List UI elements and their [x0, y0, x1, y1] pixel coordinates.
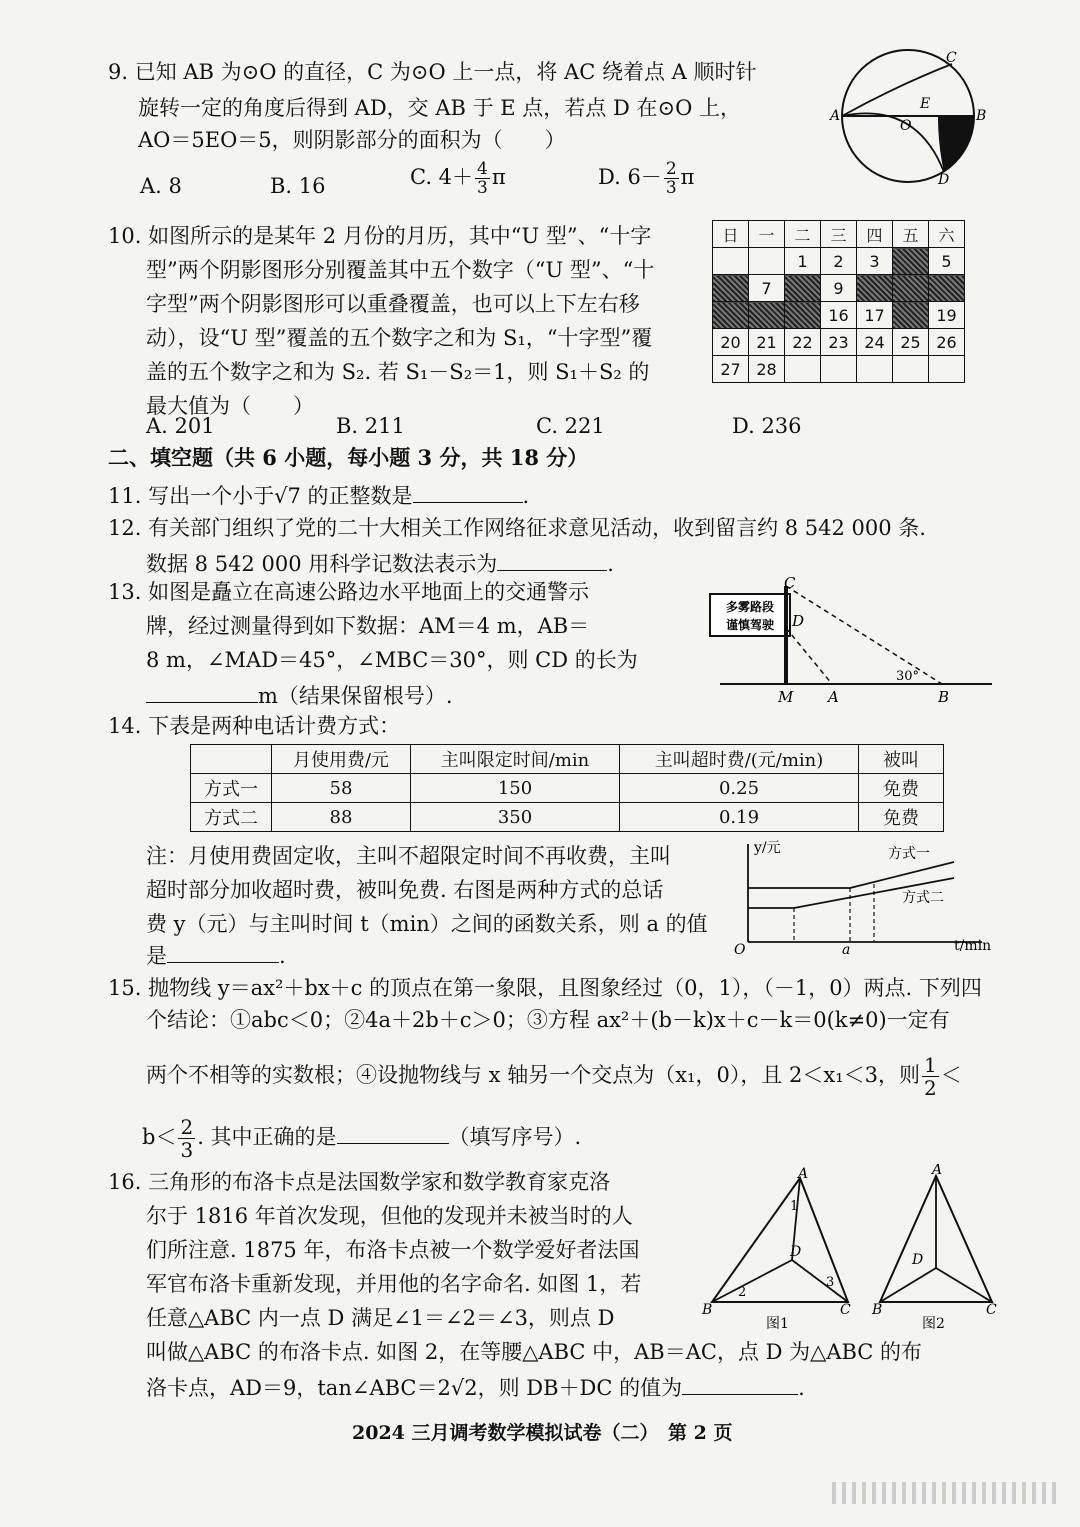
cal-cell: [821, 356, 857, 383]
q9-option-a: A. 8: [140, 174, 182, 198]
table-cell: 0.25: [620, 774, 859, 803]
q14-note2: 超时部分加收超时费，被叫免费. 右图是两种方式的总话: [146, 878, 664, 902]
fig2-label-d: D: [912, 1252, 924, 1268]
table-cell: 150: [411, 774, 620, 803]
table-header-cell: [191, 745, 272, 774]
frac-den: 2: [923, 1076, 937, 1100]
answer-blank: [497, 548, 607, 571]
q16-stem: 洛卡点，AD＝9，tan∠ABC＝2√2，则 DB＋DC 的值为: [146, 1376, 683, 1400]
q9-option-d-frac: [664, 160, 679, 197]
cal-cell: 25: [893, 329, 929, 356]
series2-label: 方式二: [902, 890, 944, 906]
fig1-caption: 图1: [766, 1316, 789, 1332]
cal-cell-shaded: [785, 275, 821, 302]
q10-option-c: C. 221: [536, 414, 605, 438]
cal-cell: 1: [785, 248, 821, 275]
cal-head: 六: [929, 221, 965, 248]
cal-cell: 9: [821, 275, 857, 302]
q9-line1: 9. 已知 AB 为⊙O 的直径，C 为⊙O 上一点，将 AC 绕着点 A 顺时针: [108, 60, 757, 84]
label-d: D: [792, 612, 805, 630]
table-cell: 方式一: [191, 774, 272, 803]
cal-cell-shaded: [893, 302, 929, 329]
calendar-row: [713, 248, 965, 275]
frac-num: 2: [665, 159, 677, 179]
table-row: [191, 803, 944, 832]
q14-note4: 是 .: [146, 940, 286, 970]
answer-blank: [146, 680, 258, 703]
calendar-row: [713, 302, 965, 329]
fig1-label-b: B: [702, 1302, 713, 1318]
q15-line4: [142, 1116, 581, 1161]
q9-line2: 旋转一定的角度后得到 AD，交 AB 于 E 点，若点 D 在⊙O 上，: [138, 96, 741, 120]
q10-line6: 最大值为（ ）: [146, 394, 314, 418]
table-cell: 免费: [859, 774, 944, 803]
table-header: [191, 745, 944, 774]
q14-fee-table: [190, 744, 944, 832]
calendar-row: [713, 356, 965, 383]
table-cell: 0.19: [620, 803, 859, 832]
q13-line4: [146, 680, 453, 710]
cal-cell-shaded: [785, 302, 821, 329]
q15-b-lt: b＜: [142, 1125, 177, 1149]
table-cell: 免费: [859, 803, 944, 832]
cal-head: 五: [893, 221, 929, 248]
q16-line7: 洛卡点，AD＝9，tan∠ABC＝2√2，则 DB＋DC 的值为 .: [146, 1372, 805, 1402]
q12-line1: 12. 有关部门组织了党的二十大相关工作网络征求意见活动，收到留言约 8 542 000 条.: [108, 516, 926, 540]
cal-cell-shaded: [713, 275, 749, 302]
cal-cell: [713, 248, 749, 275]
q10-line1: 10. 如图所示的是某年 2 月份的月历，其中“U 型”、“十字: [108, 224, 652, 248]
q12-line2: 数据 8 542 000 用科学记数法表示为 .: [146, 548, 614, 578]
q10-line5: 盖的五个数字之和为 S₂. 若 S₁－S₂＝1，则 S₁＋S₂ 的: [146, 360, 650, 384]
cal-head: 日: [713, 221, 749, 248]
cal-cell: 17: [857, 302, 893, 329]
cal-cell: 26: [929, 329, 965, 356]
frac-den: 3: [180, 1138, 194, 1162]
q15-line1: 15. 抛物线 y＝ax²＋bx＋c 的顶点在第一象限，且图象经过（0，1），（－1，0）两点. 下列四: [108, 976, 982, 1000]
section-title: 二、填空题（共 6 小题，每小题 3 分，共 18 分）: [108, 445, 589, 470]
page-footer: 2024 三月调考数学模拟试卷（二） 第 2 页: [352, 1422, 733, 1444]
cal-head: 三: [821, 221, 857, 248]
q9-option-c: [410, 160, 506, 197]
cal-cell: 20: [713, 329, 749, 356]
fig2-caption: 图2: [922, 1316, 945, 1332]
fig1-label-d: D: [790, 1244, 802, 1260]
cal-cell: [929, 356, 965, 383]
cal-cell: [785, 356, 821, 383]
q16-line3: 们所注意. 1875 年，布洛卡点被一个数学爱好者法国: [146, 1238, 640, 1262]
cal-cell: 28: [749, 356, 785, 383]
q9-option-c-frac: [475, 160, 490, 197]
q10-line2: 型”两个阴影图形分别覆盖其中五个数字（“U 型”、“十: [146, 258, 655, 282]
table-header-cell: 被叫: [859, 745, 944, 774]
angle-label: 30°: [896, 669, 920, 684]
cal-cell-shaded: [929, 275, 965, 302]
q16-brocard-figures: [700, 1164, 1000, 1334]
frac-num: 2: [180, 1115, 194, 1139]
q10-line4: 动），设“U 型”覆盖的五个数字之和为 S₁，“十字型”覆: [146, 326, 653, 350]
cal-head: 四: [857, 221, 893, 248]
a-label: a: [842, 942, 851, 958]
cal-head: 一: [749, 221, 785, 248]
cal-cell: 16: [821, 302, 857, 329]
q15-frac2: [178, 1116, 195, 1161]
q15-hint: （填写序号）.: [448, 1125, 582, 1149]
cal-cell-shaded: [893, 275, 929, 302]
table-header-cell: 主叫超时费/(元/min): [620, 745, 859, 774]
frac-den: 3: [477, 178, 488, 198]
q9-line3: AO＝5EO＝5，则阴影部分的面积为（ ）: [138, 128, 566, 152]
q16-line5: 任意△ABC 内一点 D 满足∠1＝∠2＝∠3，则点 D: [146, 1306, 615, 1330]
cal-cell-shaded: [749, 302, 785, 329]
cal-cell: 23: [821, 329, 857, 356]
calendar-row: [713, 329, 965, 356]
frac-den: 3: [665, 178, 677, 198]
q15-stem2: . 其中正确的是: [197, 1125, 337, 1149]
q10-line3: 字型”两个阴影图形可以重叠覆盖，也可以上下左右移: [146, 292, 640, 316]
cal-cell: [893, 356, 929, 383]
q10-option-d: D. 236: [732, 414, 802, 438]
fig2-label-b: B: [872, 1302, 883, 1318]
angle-2-label: 2: [738, 1285, 747, 1300]
label-b: B: [976, 108, 987, 124]
q13-line3: 8 m，∠MAD＝45°，∠MBC＝30°，则 CD 的长为: [146, 648, 638, 672]
label-o: O: [900, 118, 912, 134]
scan-artifact-bar: [832, 1482, 1058, 1504]
label-a: A: [830, 108, 841, 124]
t-axis-label: t/min: [954, 938, 992, 954]
cal-cell: 27: [713, 356, 749, 383]
label-c: C: [946, 50, 957, 66]
frac-num: 4: [477, 159, 488, 179]
q10-option-b: B. 211: [336, 414, 405, 438]
calendar-header: [713, 221, 965, 248]
cal-cell: 3: [857, 248, 893, 275]
cal-cell: 24: [857, 329, 893, 356]
q16-line1: 16. 三角形的布洛卡点是法国数学家和数学教育家克洛: [108, 1170, 611, 1194]
cal-cell: 2: [821, 248, 857, 275]
calendar-row: [713, 275, 965, 302]
q9-circle-figure: [826, 46, 994, 186]
cal-cell: 21: [749, 329, 785, 356]
pi-symbol: π: [491, 165, 506, 189]
table-cell: 88: [272, 803, 411, 832]
answer-blank: [167, 940, 279, 963]
table-header-cell: 主叫限定时间/min: [411, 745, 620, 774]
q11-stem: 11. 写出一个小于√7 的正整数是: [108, 484, 413, 508]
cal-cell: 22: [785, 329, 821, 356]
q14-function-graph: [732, 836, 998, 958]
pi-symbol: π: [680, 165, 695, 189]
q11-text: 11. 写出一个小于√7 的正整数是 .: [108, 480, 529, 510]
cal-cell: 7: [749, 275, 785, 302]
q14-stem: 是: [146, 944, 167, 968]
q15-line2: 个结论：①abc＜0；②4a＋2b＋c＞0；③方程 ax²＋(b－k)x＋c－k＝0(k≠0)一定有: [146, 1008, 950, 1032]
q16-line2: 尔于 1816 年首次发现，但他的发现并未被当时的人: [146, 1204, 633, 1228]
cal-cell-shaded: [713, 302, 749, 329]
q9-option-c-label: C. 4＋: [410, 165, 474, 189]
sign-line2: 谨慎驾驶: [725, 618, 775, 632]
q9-option-b: B. 16: [270, 174, 326, 198]
answer-blank: [337, 1121, 449, 1144]
q15-frac1: [922, 1054, 939, 1099]
series1-label: 方式一: [888, 846, 930, 862]
answer-blank: [682, 1372, 798, 1395]
q14-note3: 费 y（元）与主叫时间 t（min）之间的函数关系，则 a 的值: [146, 912, 708, 936]
cal-cell: [857, 356, 893, 383]
q10-option-a: A. 201: [146, 414, 215, 438]
q14-title: 14. 下表是两种电话计费方式：: [108, 714, 401, 738]
cal-cell: 5: [929, 248, 965, 275]
q10-calendar: [712, 220, 965, 383]
fig1-label-a: A: [798, 1166, 809, 1182]
q13-unit: m（结果保留根号）.: [258, 684, 453, 708]
q9-option-d-label: D. 6－: [598, 165, 662, 189]
label-b: B: [938, 688, 950, 706]
frac-num: 1: [923, 1053, 937, 1077]
cal-cell-shaded: [893, 248, 929, 275]
q13-line1: 13. 如图是矗立在高速公路边水平地面上的交通警示: [108, 580, 590, 604]
angle-3-label: 3: [826, 1275, 835, 1290]
q15-line3: 两个不相等的实数根；④设抛物线与 x 轴另一个交点为（x₁，0），且 2＜x₁＜3，则 $\frac{1}{2}$ ＜: [146, 1053, 962, 1100]
origin-label: O: [734, 942, 746, 958]
fig1-label-c: C: [840, 1302, 851, 1318]
label-m: M: [778, 688, 794, 706]
table-row: [191, 774, 944, 803]
label-c: C: [784, 576, 796, 592]
fig2-label-c: C: [986, 1302, 997, 1318]
cal-head: 二: [785, 221, 821, 248]
sign-line1: 多雾路段: [725, 600, 775, 614]
table-cell: 方式二: [191, 803, 272, 832]
label-e: E: [920, 96, 931, 112]
label-d: D: [938, 172, 950, 186]
q12-stem: 数据 8 542 000 用科学记数法表示为: [146, 552, 498, 576]
q14-note1: 注：月使用费固定收，主叫不超限定时间不再收费，主叫: [146, 844, 671, 868]
q9-option-d: [598, 160, 694, 197]
cal-cell: [749, 248, 785, 275]
answer-blank: [413, 480, 523, 503]
q16-line4: 军官布洛卡重新发现，并用他的名字命名. 如图 1，若: [146, 1272, 642, 1296]
y-axis-label: y/元: [754, 840, 781, 856]
fig2-label-a: A: [932, 1164, 943, 1178]
cal-cell: 19: [929, 302, 965, 329]
angle-1-label: 1: [790, 1199, 799, 1214]
q16-line6: 叫做△ABC 的布洛卡点. 如图 2，在等腰△ABC 中，AB＝AC，点 D 为△ABC 的布: [146, 1340, 923, 1364]
table-header-cell: 月使用费/元: [272, 745, 411, 774]
q13-line2: 牌，经过测量得到如下数据：AM＝4 m，AB＝: [146, 614, 590, 638]
cal-cell-shaded: [857, 275, 893, 302]
table-cell: 58: [272, 774, 411, 803]
q15-stem: 两个不相等的实数根；④设抛物线与 x 轴另一个交点为（x₁，0），且 2＜x₁＜3，则: [146, 1063, 920, 1087]
label-a: A: [828, 688, 839, 706]
q13-sign-figure: [706, 576, 998, 708]
table-cell: 350: [411, 803, 620, 832]
